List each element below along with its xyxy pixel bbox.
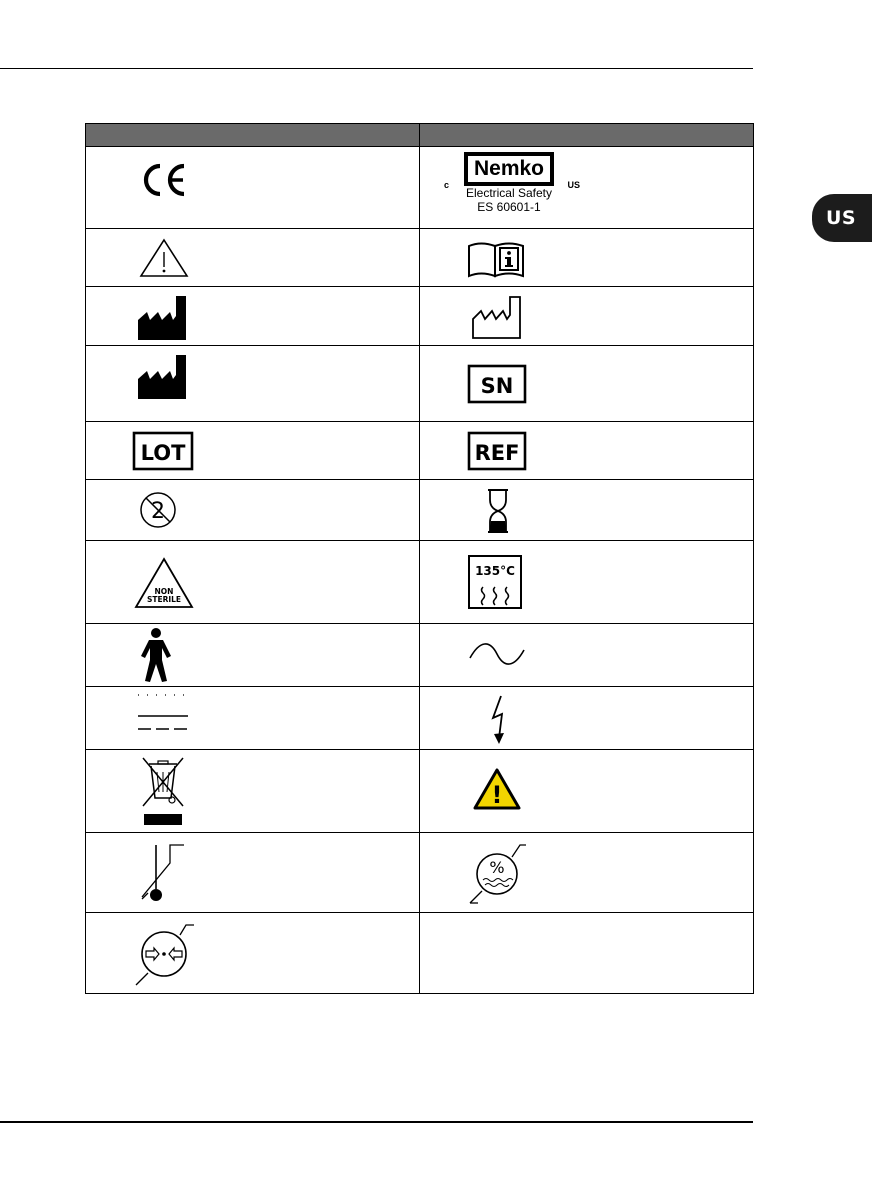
autoclave-temperature-icon bbox=[467, 554, 525, 612]
cell-manufacturer-2 bbox=[86, 346, 420, 422]
cell-non-sterile bbox=[86, 541, 420, 624]
cell-lot bbox=[86, 422, 420, 480]
cell-type-b bbox=[86, 624, 420, 687]
sterilization-temp-label: 135°C bbox=[475, 564, 515, 578]
cell-manufacturer bbox=[86, 287, 420, 346]
humidity-limit-icon bbox=[468, 841, 526, 907]
serial-number-label: SN bbox=[480, 374, 514, 398]
lot-label: LOT bbox=[140, 441, 186, 465]
general-warning-icon bbox=[472, 767, 522, 811]
table-row bbox=[86, 750, 754, 833]
caution-triangle-icon bbox=[139, 238, 189, 278]
cell-pressure-limit bbox=[86, 913, 420, 994]
cell-empty bbox=[420, 913, 754, 994]
reuse-digit: 2 bbox=[151, 499, 165, 524]
temperature-limit-icon bbox=[140, 841, 186, 907]
catalogue-number-icon bbox=[467, 431, 527, 471]
batch-code-icon bbox=[132, 431, 194, 471]
table-row bbox=[86, 913, 754, 994]
cell-ref bbox=[420, 422, 754, 480]
table-row bbox=[86, 287, 754, 346]
table-row bbox=[86, 147, 754, 229]
manufacturer-icon bbox=[138, 294, 188, 340]
date-of-manufacture-icon bbox=[472, 295, 524, 339]
high-voltage-icon bbox=[489, 694, 511, 746]
table-row bbox=[86, 229, 754, 287]
consult-instructions-icon bbox=[467, 240, 525, 278]
weee-disposal-icon bbox=[141, 756, 185, 828]
cell-serial-number bbox=[420, 346, 754, 422]
table-header-row bbox=[86, 124, 754, 147]
serial-number-icon bbox=[467, 364, 527, 404]
table-row bbox=[86, 346, 754, 422]
language-tab: US bbox=[812, 194, 872, 242]
nemko-line-2: ES 60601-1 bbox=[477, 200, 541, 214]
cell-manufacture-date bbox=[420, 287, 754, 346]
nemko-certification-mark bbox=[434, 152, 584, 224]
cell-general-warning bbox=[420, 750, 754, 833]
nemko-suffix: US bbox=[567, 180, 580, 190]
type-b-applied-part-icon bbox=[140, 628, 172, 682]
table-row bbox=[86, 833, 754, 913]
cell-alternating-current bbox=[420, 624, 754, 687]
cell-high-voltage bbox=[420, 687, 754, 750]
nemko-logo: Nemko bbox=[464, 152, 554, 186]
non-sterile-line-2: STERILE bbox=[146, 595, 182, 604]
warning-mark: ! bbox=[491, 781, 503, 809]
table-header-left bbox=[86, 124, 420, 147]
direct-current-icon bbox=[136, 693, 190, 737]
table-header-right bbox=[420, 124, 754, 147]
atmospheric-pressure-limit-icon bbox=[134, 921, 196, 987]
cell-weee bbox=[86, 750, 420, 833]
non-sterile-icon bbox=[134, 557, 194, 609]
humidity-symbol: % bbox=[489, 858, 505, 877]
table-row bbox=[86, 480, 754, 541]
footer-rule bbox=[0, 1121, 753, 1123]
manufacturer-icon bbox=[138, 353, 188, 399]
table-row bbox=[86, 687, 754, 750]
cell-instructions bbox=[420, 229, 754, 287]
cell-do-not-reuse bbox=[86, 480, 420, 541]
cell-humidity-limit bbox=[420, 833, 754, 913]
cell-temperature-limit bbox=[86, 833, 420, 913]
ce-mark-icon bbox=[138, 163, 188, 197]
alternating-current-icon bbox=[468, 644, 526, 664]
cell-caution bbox=[86, 229, 420, 287]
nemko-prefix: c bbox=[444, 180, 450, 190]
nemko-line-1: Electrical Safety bbox=[465, 186, 553, 200]
table-row bbox=[86, 422, 754, 480]
table-row bbox=[86, 541, 754, 624]
use-by-date-icon bbox=[486, 488, 510, 534]
non-sterile-line-1: NON bbox=[154, 587, 174, 596]
ref-label: REF bbox=[474, 441, 520, 465]
cell-ce-mark bbox=[86, 147, 420, 229]
cell-sterilization bbox=[420, 541, 754, 624]
header-rule bbox=[0, 68, 753, 69]
do-not-reuse-icon bbox=[138, 490, 178, 530]
table-row bbox=[86, 624, 754, 687]
cell-direct-current bbox=[86, 687, 420, 750]
cell-use-by bbox=[420, 480, 754, 541]
cell-nemko bbox=[420, 147, 754, 229]
symbols-table bbox=[85, 123, 754, 994]
